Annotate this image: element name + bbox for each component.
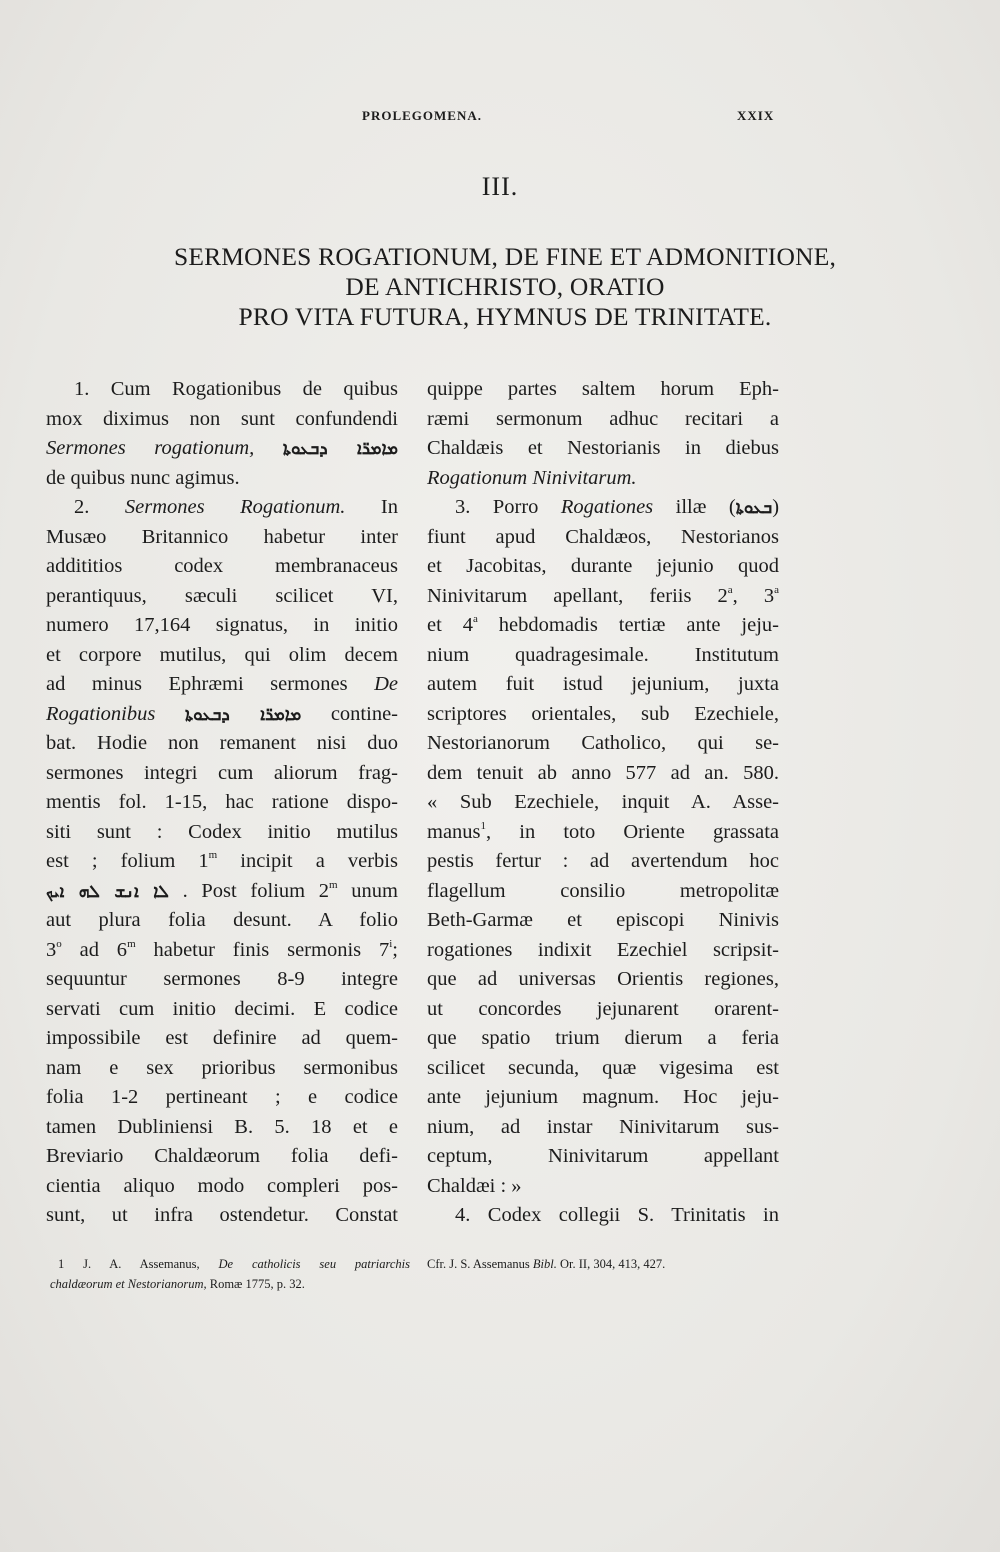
running-title: PROLEGOMENA. (362, 108, 482, 123)
text-line: scriptores orientales, sub Ezechiele, (427, 702, 779, 725)
text-fragment: . Post folium 2 (182, 879, 330, 902)
superscript: m (208, 849, 218, 861)
superscript: i (389, 937, 393, 950)
right-column (427, 375, 779, 1231)
text-line (46, 936, 398, 966)
section-title-line: PRO VITA FUTURA, HYMNUS DE TRINITATE. (238, 302, 772, 331)
text-line: Musæo Britannico habetur inter (46, 525, 398, 548)
text-line: aut plura folia desunt. A folio (46, 909, 398, 931)
syriac-text: ܠܐ ܐܢܫ ܠܗ ܐܝܟ (46, 881, 169, 902)
text-fragment: , in toto Oriente grassata (486, 820, 779, 843)
text-line: autem fuit istud jejunium, juxta (427, 673, 779, 695)
text-fragment: 3. Porro (455, 496, 539, 518)
text-line: nium, ad instar Ninivitarum sus- (427, 1115, 779, 1138)
italic-phrase: Rogationibus (46, 702, 156, 725)
text-line: perantiquus, sæculi scilicet VI, (46, 584, 398, 607)
text-line: nam e sex prioribus sermonibus (46, 1056, 398, 1079)
text-line: 1. Cum Rogationibus de quibus (74, 378, 398, 400)
text-line (427, 611, 779, 641)
text-line: ante jejunium magnum. Hoc jeju- (427, 1086, 779, 1108)
text-line: et Jacobitas, durante jejunio quod (427, 555, 779, 577)
text-fragment: incipit a verbis (240, 850, 398, 872)
text-line: ræmi sermonum adhuc recitari a (427, 407, 779, 430)
superscript: m (127, 937, 136, 950)
text-fragment: Romæ 1775, p. 32. (209, 1277, 305, 1291)
footnote-line (50, 1254, 410, 1274)
text-line: 4. Codex collegii S. Trinitatis in (455, 1204, 779, 1226)
italic-phrase: De (374, 673, 399, 695)
text-fragment: habetur finis sermonis 7 (153, 938, 390, 961)
text-line: sunt, ut infra ostendetur. Constat (46, 1204, 398, 1226)
italic-phrase: Rogationum Ninivitarum. (427, 466, 637, 489)
text-fragment: ad minus Ephræmi sermones (46, 673, 348, 695)
text-fragment: Ninivitarum apellant, feriis 2 (427, 584, 728, 607)
text-line: « Sub Ezechiele, inquit A. Asse- (427, 791, 779, 813)
text-fragment: ad 6 (79, 938, 128, 961)
italic-phrase: De catholicis seu patriarchis (218, 1257, 411, 1271)
footnote-left (50, 1254, 410, 1294)
italic-phrase: Sermones rogationum, (46, 437, 255, 459)
text-line: fiunt apud Chaldæos, Nestorianos (427, 525, 779, 548)
text-line (46, 670, 398, 700)
section-title-line: SERMONES ROGATIONUM, DE FINE ET ADMONITIONE, (173, 242, 837, 271)
text-line (46, 700, 398, 730)
section-number: III. (481, 172, 519, 201)
text-fragment: ) (772, 496, 780, 518)
text-line: rogationes indixit Ezechiel scripsit- (427, 938, 779, 961)
text-fragment: contine- (330, 702, 398, 725)
text-line: quippe partes saltem horum Eph- (427, 378, 779, 400)
text-fragment: est ; folium 1 (46, 850, 209, 872)
text-line: nium quadragesimale. Institutum (427, 643, 779, 666)
syriac-text: ܡܐܡܪ̈ܐ ܕܒܥܘܬܐ (282, 439, 398, 459)
text-line: Chaldæis et Nestorianis in diebus (427, 437, 779, 459)
text-line: siti sunt : Codex initio mutilus (46, 820, 398, 843)
paragraph-number: 2. (74, 496, 90, 518)
text-fragment: 1 J. A. Assemanus, (58, 1257, 200, 1271)
syriac-text: ܡܐܡܪ̈ܐ ܕܒܥܘܬܐ (184, 704, 302, 725)
text-line: et corpore mutilus, qui olim decem (46, 643, 398, 666)
text-line (46, 847, 398, 877)
left-column (46, 375, 398, 1231)
superscript: m (329, 878, 338, 891)
text-fragment: unum (351, 879, 398, 902)
footnote-right (427, 1254, 787, 1274)
text-line: sequuntur sermones 8-9 integre (46, 968, 398, 990)
page-number: XXIX (737, 108, 775, 123)
text-line: sermones integri cum aliorum frag- (46, 761, 398, 784)
text-line (427, 493, 779, 523)
text-fragment: manus (427, 820, 481, 843)
text-fragment: hebdomadis tertiæ ante jeju- (498, 614, 779, 636)
text-fragment: illæ ( (675, 496, 736, 518)
text-fragment: In (380, 496, 398, 518)
footnote-line (50, 1274, 410, 1294)
text-line (46, 493, 398, 523)
text-line: pestis fertur : ad avertendum hoc (427, 850, 779, 872)
text-fragment: et 4 (427, 614, 473, 636)
text-line: Nestorianorum Catholico, qui se- (427, 732, 779, 754)
text-line: mox diximus non sunt confundendi (46, 407, 398, 430)
text-line (427, 582, 779, 612)
text-fragment: Cfr. J. S. Assemanus (427, 1257, 530, 1271)
italic-phrase: Sermones Rogationum. (124, 496, 346, 518)
text-line (46, 434, 398, 464)
text-fragment: , 3 (732, 584, 775, 607)
text-line: cientia aliquo modo compleri pos- (46, 1174, 398, 1197)
text-line: dem tenuit ab anno 577 ad an. 580. (427, 761, 779, 784)
superscript: o (56, 937, 62, 950)
text-line: ceptum, Ninivitarum appellant (427, 1145, 779, 1167)
text-line: addititios codex membranaceus (46, 555, 398, 577)
section-title-line: DE ANTICHRISTO, ORATIO (345, 272, 665, 301)
text-line (46, 877, 398, 907)
text-line: servati cum initio decimi. E codice (46, 997, 398, 1020)
italic-phrase: Rogationes (560, 496, 654, 518)
text-line: flagellum consilio metropolitæ (427, 879, 779, 902)
text-line: Breviario Chaldæorum folia defi- (46, 1145, 398, 1167)
italic-phrase: chaldæorum et Nestorianorum, (50, 1277, 207, 1291)
text-line: bat. Hodie non remanent nisi duo (46, 732, 398, 754)
text-line: ut concordes jejunarent orarent- (427, 997, 779, 1020)
text-line (427, 818, 779, 848)
superscript: a (774, 583, 779, 596)
text-line: tamen Dubliniensi B. 5. 18 et e (46, 1115, 398, 1138)
text-line: mentis fol. 1-15, hac ratione dispo- (46, 791, 398, 813)
italic-phrase: Bibl. (532, 1257, 557, 1271)
superscript: a (472, 613, 478, 625)
text-line: folia 1-2 pertineant ; e codice (46, 1086, 398, 1108)
syriac-text: ܒܥܘܬܐ (735, 498, 773, 518)
text-fragment: Or. II, 304, 413, 427. (560, 1257, 666, 1271)
text-line: impossibile est definire ad quem- (46, 1027, 398, 1049)
text-line (427, 464, 779, 494)
text-line: que ad universas Orientis regiones, (427, 968, 779, 990)
text-line: Beth-Garmæ et episcopi Ninivis (427, 909, 779, 931)
text-line: scilicet secunda, quæ vigesima est (427, 1056, 779, 1079)
text-line: Chaldæi : » (427, 1174, 522, 1197)
section-title (60, 242, 950, 332)
text-line: numero 17,164 signatus, in initio (46, 614, 398, 636)
superscript: a (727, 583, 733, 596)
text-line: que spatio trium dierum a feria (427, 1027, 779, 1049)
running-head (0, 108, 1000, 128)
footnote-marker: 1 (480, 819, 487, 832)
text-line: de quibus nunc agimus. (46, 466, 240, 489)
text-fragment: ; (392, 938, 398, 961)
text-fragment: 3 (46, 938, 57, 961)
